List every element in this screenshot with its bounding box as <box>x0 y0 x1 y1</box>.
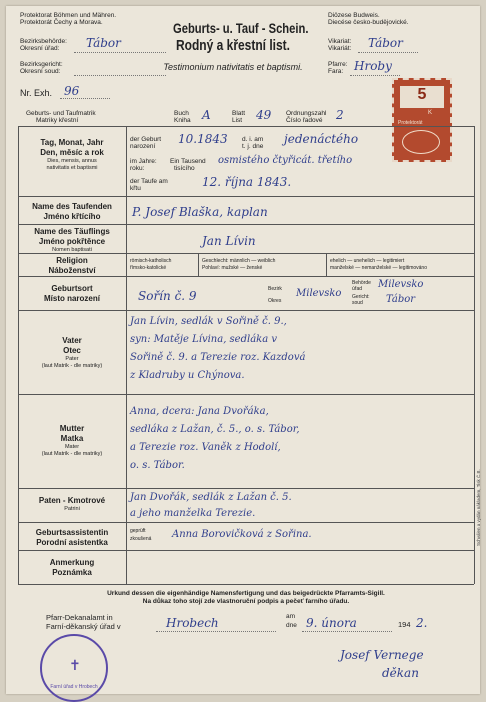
baptism-certificate <box>6 6 480 694</box>
baptizer-name: P. Josef Blaška, kaplan <box>132 205 268 219</box>
year-text: osmistého čtyřicát. třetího <box>218 155 353 166</box>
protectorate-cz: Protektorát Čechy a Morava. <box>20 19 103 26</box>
table-rule <box>18 126 19 584</box>
religion-option: römisch-katholisch <box>130 258 172 264</box>
title-line-2: Rodný a křestní list. <box>175 37 291 54</box>
district-court-label-cz: Okresní soud: <box>20 68 61 75</box>
signature-2: děkan <box>382 666 419 680</box>
thousand: Ein Tausend <box>170 158 206 165</box>
date-label-cz: dne <box>286 622 297 629</box>
side-text: Schválen a vydán nákladem, Tisk Č.B. <box>476 469 481 546</box>
father-line-3: Sořině č. 9. a Terezie roz. Kazdová <box>130 352 306 363</box>
father-line-4: z Kladruby u Chýnova. <box>130 370 245 381</box>
dotted-line <box>156 631 276 632</box>
dotted-line <box>358 52 418 53</box>
urad-label: úřad <box>352 286 363 292</box>
dotted-line <box>60 98 110 99</box>
godparents-line-2: a jeho manželka Terezie. <box>130 508 256 519</box>
sex-label-cz: Pohlaví: mužské — ženské <box>202 265 263 271</box>
subtitle: Testimonium nativitatis et baptismi. <box>163 62 303 72</box>
register-label-cz: Matriky křestní <box>36 117 79 124</box>
t-label: t. j. dne <box>242 143 264 150</box>
district-authority-value: Tábor <box>86 36 121 50</box>
table-rule <box>18 550 474 551</box>
table-rule <box>18 126 474 127</box>
vicariate-label-cz: Vikariát: <box>328 45 352 52</box>
mother-row-label: Mutter Matka Mater (laut Matrik - dle matriky) <box>41 424 103 457</box>
district-authority-label-cz: Okresní úřad: <box>20 45 60 52</box>
godparents-line-1: Jan Dvořák, sedlák z Lažan č. 5. <box>130 492 292 503</box>
date-row-label: Tag, Monat, Jahr Den, měsíc a rok Dies, mensis, annus nativitatis et baptismi <box>40 138 104 171</box>
mother-line-1: Anna, dcera: Jana Dvořáka, <box>130 406 269 417</box>
born-label: der Geburt <box>130 136 162 143</box>
legitimacy-option-cz: manželské — nemanželské — legitimováno <box>330 265 427 271</box>
seal-text: Farní úřad v Hrobech <box>50 684 98 690</box>
title-line-1: Geburts- u. Tauf - Schein. <box>173 20 309 36</box>
table-rule <box>126 126 127 584</box>
table-rule <box>326 253 327 276</box>
year-value: 2. <box>416 616 428 630</box>
office-cz: Farní-děkanský úřad v <box>46 622 121 631</box>
office-de: Pfarr-Dekanalamt in <box>46 613 113 622</box>
date-label: am <box>286 613 296 620</box>
born-label-cz: narození <box>130 143 156 150</box>
ordinal-label: Ordnungszahl <box>286 110 327 117</box>
year-label: im Jahre: <box>130 158 157 165</box>
stamp-unit: K <box>428 110 433 116</box>
birth-day-text: jedenáctého <box>284 132 359 146</box>
religion-row-label: Religion Náboženství <box>48 256 96 275</box>
table-rule <box>18 584 474 585</box>
page-value: 49 <box>256 108 272 122</box>
legitimacy-option: ehelich — unehelich — legitimiert <box>330 258 405 264</box>
parish-label: Pfarre: <box>328 61 348 68</box>
mother-line-4: o. s. Tábor. <box>130 460 185 471</box>
godparents-row-label: Paten - Kmotrové Patrini <box>38 496 106 512</box>
page-label-cz: List <box>232 117 243 124</box>
exh-value: 96 <box>64 84 80 98</box>
birth-date: 10.1843 <box>178 132 228 146</box>
child-name: Jan Lívin <box>202 234 256 248</box>
behorde-label: Behörde <box>352 280 371 286</box>
parish-label-cz: Fara: <box>328 68 344 75</box>
parish-value: Hroby <box>354 59 392 73</box>
gericht-label: Gericht: <box>352 294 370 300</box>
dotted-line <box>74 75 166 76</box>
signature-1: Josef Vernege <box>340 648 424 662</box>
baptism-date: 12. října 1843. <box>202 175 292 189</box>
page-label: Blatt <box>232 110 246 117</box>
father-line-2: syn: Matěje Lívina, sedláka v <box>130 334 278 345</box>
diocese-de: Diözese Budweis. <box>328 12 380 19</box>
mother-line-2: sedláka z Lažan, č. 5., o. s. Tábor, <box>130 424 300 435</box>
protectorate-de: Protektorat Böhmen und Mähren. <box>20 12 117 19</box>
district-value: Milevsko <box>296 288 342 299</box>
table-rule <box>18 488 474 489</box>
stamp-value: 5 <box>400 86 444 108</box>
sex-label: Geschlecht: männlich — weiblich <box>202 258 276 264</box>
table-rule <box>18 196 474 197</box>
remarks-row-label: Anmerkung Poznámka <box>49 558 95 577</box>
court-value: Tábor <box>386 294 416 305</box>
father-row-label: Vater Otec Pater (laut Matrik - dle matriky) <box>41 336 103 369</box>
district-authority-label: Bezirksbehörde: <box>20 38 67 45</box>
mother-line-3: a Terezie roz. Vaněk z Hodolí, <box>130 442 281 453</box>
baptizer-row-label: Name des Taufenden Jméno křtícího <box>32 202 112 221</box>
exh-label: Nr. Exh. <box>20 88 53 98</box>
book-value: A <box>202 108 211 122</box>
stamp-text: Protektorát <box>398 120 423 126</box>
religion-option-cz: římsko-katolické <box>130 265 167 271</box>
table-rule <box>198 253 199 276</box>
authority-value: Milevsko <box>378 279 424 290</box>
baptism-label: der Taufe am <box>130 178 168 185</box>
midwife-row-label: Geburtsassistentin Porodní asistentka <box>35 528 109 547</box>
revenue-stamp <box>392 78 452 162</box>
table-rule <box>18 310 474 311</box>
birthplace-row-label: Geburtsort Místo narození <box>43 284 100 303</box>
district-court-label: Bezirksgericht: <box>20 61 63 68</box>
birthplace-value: Sořín č. 9 <box>138 289 197 303</box>
register-label: Geburts- und Taufmatrik <box>26 110 96 117</box>
diocese-cz: Diecése česko-budějovické. <box>328 19 409 26</box>
midwife-value: Anna Borovičková z Sořina. <box>172 529 312 540</box>
year-prefix: 194 <box>398 620 411 629</box>
book-label: Buch <box>174 110 189 117</box>
vicariate-label: Vikariat: <box>328 38 352 45</box>
bezirk-label: Bezirk <box>268 286 282 292</box>
child-row-label: Name des Täuflings Jméno pokřtěnce Nomen baptisati <box>34 227 110 253</box>
table-rule <box>474 126 475 584</box>
book-label-cz: Kniha <box>174 117 191 124</box>
ordinal-label-cz: Číslo řadové <box>286 117 323 124</box>
stamp-emblem-icon <box>402 130 440 154</box>
year-label-cz: roku: <box>130 165 145 172</box>
date-value: 9. února <box>306 616 357 630</box>
dotted-line <box>302 631 392 632</box>
soud-label: soud <box>352 300 363 306</box>
okres-label: Okres <box>268 298 282 304</box>
table-rule <box>18 224 474 225</box>
d-label: d. i. am <box>242 136 264 143</box>
certify-de: Urkund dessen die eigenhändige Namensfertigung und das beigedrückte Pfarramts-Sigill. <box>107 590 385 597</box>
table-rule <box>18 394 474 395</box>
parish-seal <box>40 634 108 702</box>
certify-cz: Na důkaz toho stojí zde vlastnoruční podpis a pečeť farního úřadu. <box>142 598 350 605</box>
father-line-1: Jan Lívin, sedlák v Sořině č. 9., <box>130 316 287 327</box>
thousand-cz: tisícího <box>174 165 195 172</box>
midwife-label-a: geprüft <box>130 528 146 534</box>
dotted-line <box>74 52 166 53</box>
dotted-line <box>350 75 400 76</box>
midwife-label-b: zkoušená <box>130 536 152 542</box>
table-rule <box>18 276 474 277</box>
baptism-label-cz: křtu <box>130 185 141 192</box>
office-value: Hrobech <box>166 616 219 630</box>
cross-icon: ✝ <box>69 658 81 674</box>
vicariate-value: Tábor <box>368 36 403 50</box>
table-rule <box>18 522 474 523</box>
ordinal-value: 2 <box>336 108 344 122</box>
